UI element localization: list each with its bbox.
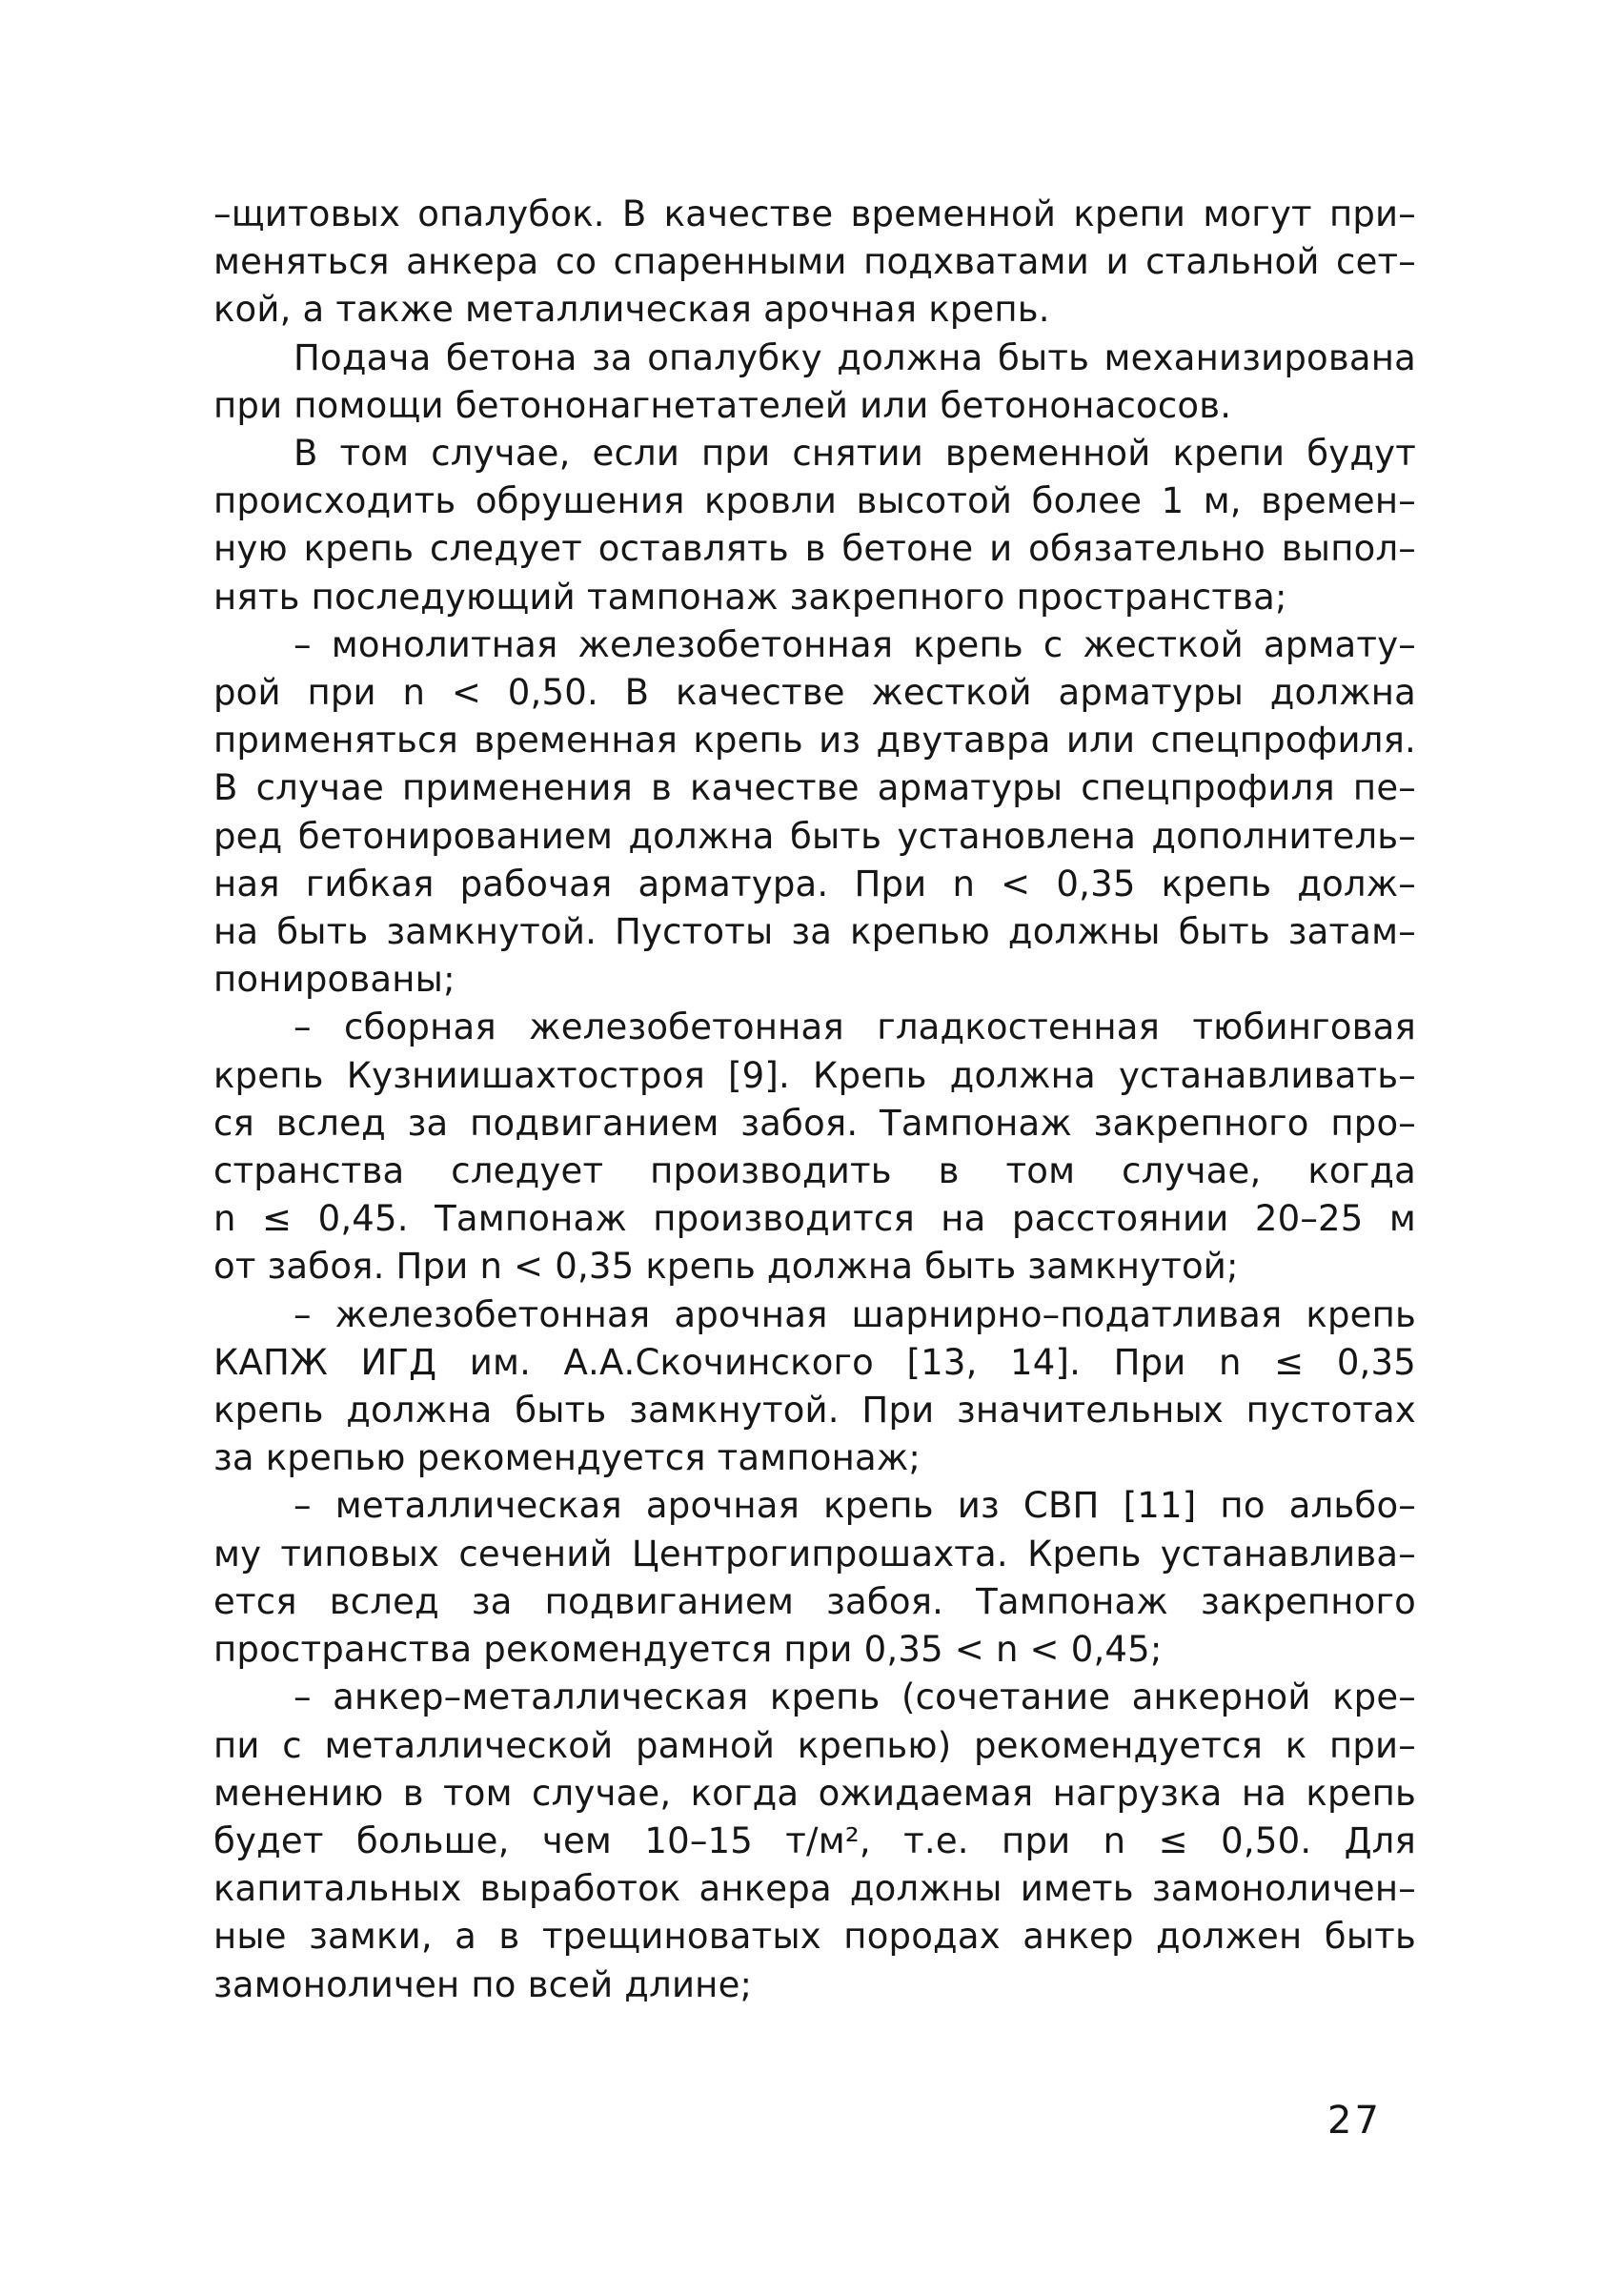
text-line: пространства рекомендуется при 0,35 < n < 0,45;: [213, 1629, 1163, 1671]
text-line: ные замки, а в трещиноватых породах анкер должен быть: [213, 1916, 1416, 1958]
paragraph-arch-hinged-support: [213, 1291, 1416, 1483]
text-line: – анкер–металлическая крепь (сочетание анкерной кре–: [294, 1676, 1416, 1718]
text-line: ную крепь следует оставлять в бетоне и обязательно выпол–: [213, 528, 1416, 570]
text-line: будет больше, чем 10–15 т/м², т.е. при n ≤ 0,50. Для: [213, 1819, 1416, 1861]
paragraph-monolithic-support: [213, 621, 1416, 1005]
text-line: крепь Кузниишахтостроя [9]. Крепь должна устанавливать–: [213, 1054, 1416, 1096]
text-line: му типовых сечений Центрогипрошахта. Крепь устанавлива–: [213, 1533, 1416, 1575]
text-line: нять последующий тампонаж закрепного пространства;: [213, 576, 1287, 618]
text-line: В том случае, если при снятии временной крепи будут: [294, 433, 1416, 475]
text-line: крепь должна быть замкнутой. При значительных пустотах: [213, 1390, 1416, 1432]
text-line: применяться временная крепь из двутавра или спецпрофиля.: [213, 720, 1416, 762]
text-line: n ≤ 0,45. Тампонаж производится на расстоянии 20–25 м: [213, 1198, 1416, 1240]
text-line: от забоя. При n < 0,35 крепь должна быть замкнутой;: [213, 1246, 1239, 1288]
page-number: 27: [1327, 2099, 1382, 2143]
text-line: –щитовых опалубок. В качестве временной крепи могут при–: [213, 193, 1416, 234]
text-line: ся вслед за подвиганием забоя. Тампонаж закрепного про–: [213, 1102, 1416, 1144]
text-line: – железобетонная арочная шарнирно–податливая крепь: [294, 1293, 1416, 1335]
text-line: ная гибкая рабочая арматура. При n < 0,35 крепь долж–: [213, 863, 1416, 904]
text-line: странства следует производить в том случае, когда: [213, 1150, 1416, 1192]
paragraph-tubing-support: [213, 1004, 1416, 1290]
text-line: рой при n < 0,50. В качестве жесткой арматуры должна: [213, 672, 1416, 714]
text-line: Подача бетона за опалубку должна быть механизирована: [294, 336, 1416, 378]
text-line: меняться анкера со спаренными подхватами и стальной сет–: [213, 241, 1416, 283]
text-line: замоноличен по всей длине;: [213, 1963, 753, 2005]
text-line: В случае применения в качестве арматуры спецпрофиля пе–: [213, 767, 1416, 809]
paragraph-3: [213, 430, 1416, 621]
text-line: – сборная железобетонная гладкостенная тюбинговая: [294, 1006, 1416, 1048]
text-line: капитальных выработок анкера должны иметь замоноличен–: [213, 1868, 1416, 1910]
text-line: на быть замкнутой. Пустоты за крепью должны быть затам–: [213, 911, 1416, 953]
text-line: понированы;: [213, 959, 456, 1001]
text-line: ред бетонированием должна быть установлена дополнитель–: [213, 815, 1416, 857]
text-line: пи с металлической рамной крепью) рекомендуется к при–: [213, 1724, 1416, 1766]
text-line: – монолитная железобетонная крепь с жесткой армату–: [294, 623, 1416, 665]
paragraph-2: [213, 335, 1416, 430]
body-text: [213, 191, 1416, 2009]
paragraph-anchor-metal-support: [213, 1674, 1416, 2008]
paragraph-1: [213, 191, 1416, 335]
text-line: менению в том случае, когда ожидаемая нагрузка на крепь: [213, 1772, 1416, 1814]
text-line: ется вслед за подвиганием забоя. Тампонаж закрепного: [213, 1580, 1416, 1622]
text-line: КАПЖ ИГД им. А.А.Скочинского [13, 14]. При n ≤ 0,35: [213, 1341, 1416, 1383]
paragraph-metal-arch-support: [213, 1482, 1416, 1674]
text-line: происходить обрушения кровли высотой более 1 м, времен–: [213, 480, 1416, 522]
text-line: – металлическая арочная крепь из СВП [11] по альбо–: [294, 1485, 1416, 1527]
text-line: при помощи бетононагнетателей или бетононасосов.: [213, 384, 1232, 426]
text-line: за крепью рекомендуется тампонаж;: [213, 1437, 921, 1479]
text-line: кой, а также металлическая арочная крепь.: [213, 289, 1050, 331]
